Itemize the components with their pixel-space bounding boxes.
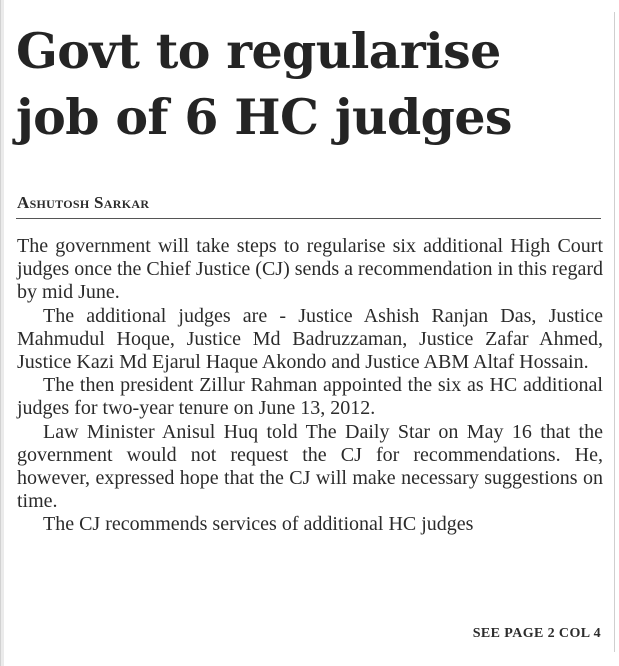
paragraph-3: The then president Zillur Rahman appointed the six as HC additional judges for two-year tenure on June 13, 2012. (17, 374, 603, 420)
column-rule-left (1, 0, 4, 666)
paragraph-4: Law Minister Anisul Huq told The Daily Star on May 16 that the government would not request the CJ for recommendations. He, however, expressed hope that the CJ will make necessary suggestions on time. (17, 420, 603, 513)
article-body (17, 235, 603, 537)
headline (16, 18, 606, 150)
paragraph-1: The government will take steps to regularise six additional High Court judges once the Chief Justice (CJ) sends a recommendation in this regard by mid June. (17, 235, 603, 304)
paragraph-5: The CJ recommends services of additional HC judges (43, 513, 474, 536)
paragraph-2: The additional judges are - Justice Ashish Ranjan Das, Justice Mahmudul Hoque, Justice Md Badruzzaman, Justice Zafar Ahmed, Justice Kazi Md Ejarul Haque Akondo and Justice ABM Altaf Hossain. (17, 304, 603, 374)
byline-divider (16, 218, 601, 219)
headline-line-1: Govt to regularise (16, 22, 501, 80)
headline-line-2: job of 6 HC judges (16, 88, 512, 146)
column-rule-right (614, 12, 615, 652)
byline: Ashutosh Sarkar (17, 193, 150, 212)
continuation-reference: SEE PAGE 2 COL 4 (472, 626, 601, 641)
